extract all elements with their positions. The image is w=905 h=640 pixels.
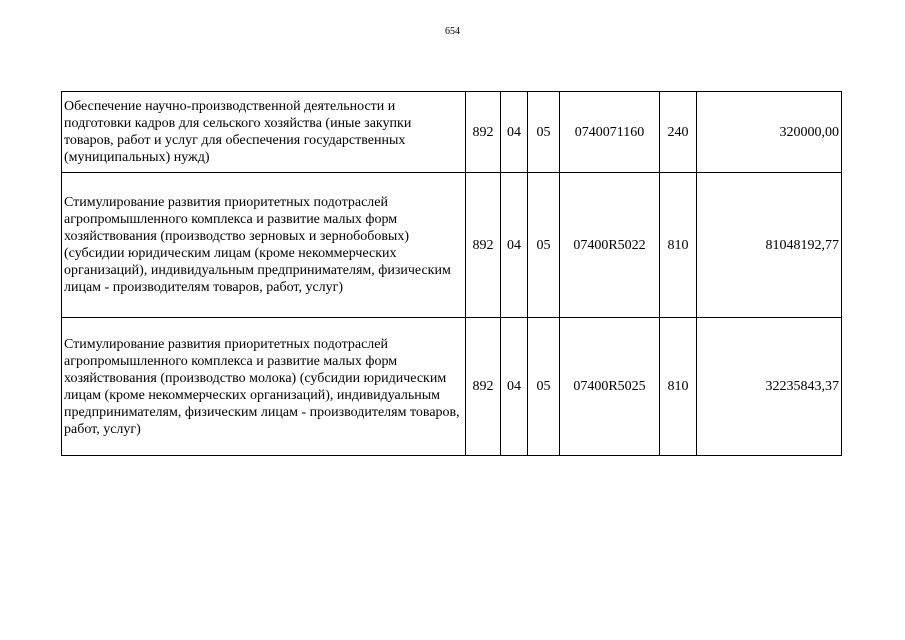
page-number: 654 — [445, 26, 460, 37]
budget-table — [61, 91, 842, 456]
expense-type-code: 810 — [660, 318, 697, 456]
target-article-code: 07400R5025 — [560, 318, 660, 456]
subsection-code: 05 — [528, 318, 560, 456]
expense-description: Стимулирование развития приоритетных подотраслей агропромышленного комплекса и развитие малых форм хозяйствования (производство молока) (субсидии юридическим лицам (кроме некоммерческих организаций), индивидуальным предпринимателям, физическим лицам - производителям товаров, работ, услуг) — [62, 318, 466, 456]
expense-description: Обеспечение научно-производственной деятельности и подготовки кадров для сельского хозяйства (иные закупки товаров, работ и услуг для обеспечения государственных (муниципальных) нужд) — [62, 92, 466, 173]
table-row — [62, 173, 842, 318]
expense-type-code: 810 — [660, 173, 697, 318]
subsection-code: 05 — [528, 173, 560, 318]
amount-value: 81048192,77 — [697, 173, 842, 318]
ministry-code: 892 — [466, 92, 501, 173]
expense-description: Стимулирование развития приоритетных подотраслей агропромышленного комплекса и развитие малых форм хозяйствования (производство зерновых и зернобобовых) (субсидии юридическим лицам (кроме некоммерческих организаций), индивидуальным предпринимателям, физическим лицам - производителям товаров, работ, услуг) — [62, 173, 466, 318]
target-article-code: 0740071160 — [560, 92, 660, 173]
table-row — [62, 318, 842, 456]
section-code: 04 — [501, 92, 528, 173]
section-code: 04 — [501, 173, 528, 318]
amount-value: 320000,00 — [697, 92, 842, 173]
amount-value: 32235843,37 — [697, 318, 842, 456]
subsection-code: 05 — [528, 92, 560, 173]
ministry-code: 892 — [466, 318, 501, 456]
section-code: 04 — [501, 318, 528, 456]
table-row — [62, 92, 842, 173]
target-article-code: 07400R5022 — [560, 173, 660, 318]
expense-type-code: 240 — [660, 92, 697, 173]
ministry-code: 892 — [466, 173, 501, 318]
